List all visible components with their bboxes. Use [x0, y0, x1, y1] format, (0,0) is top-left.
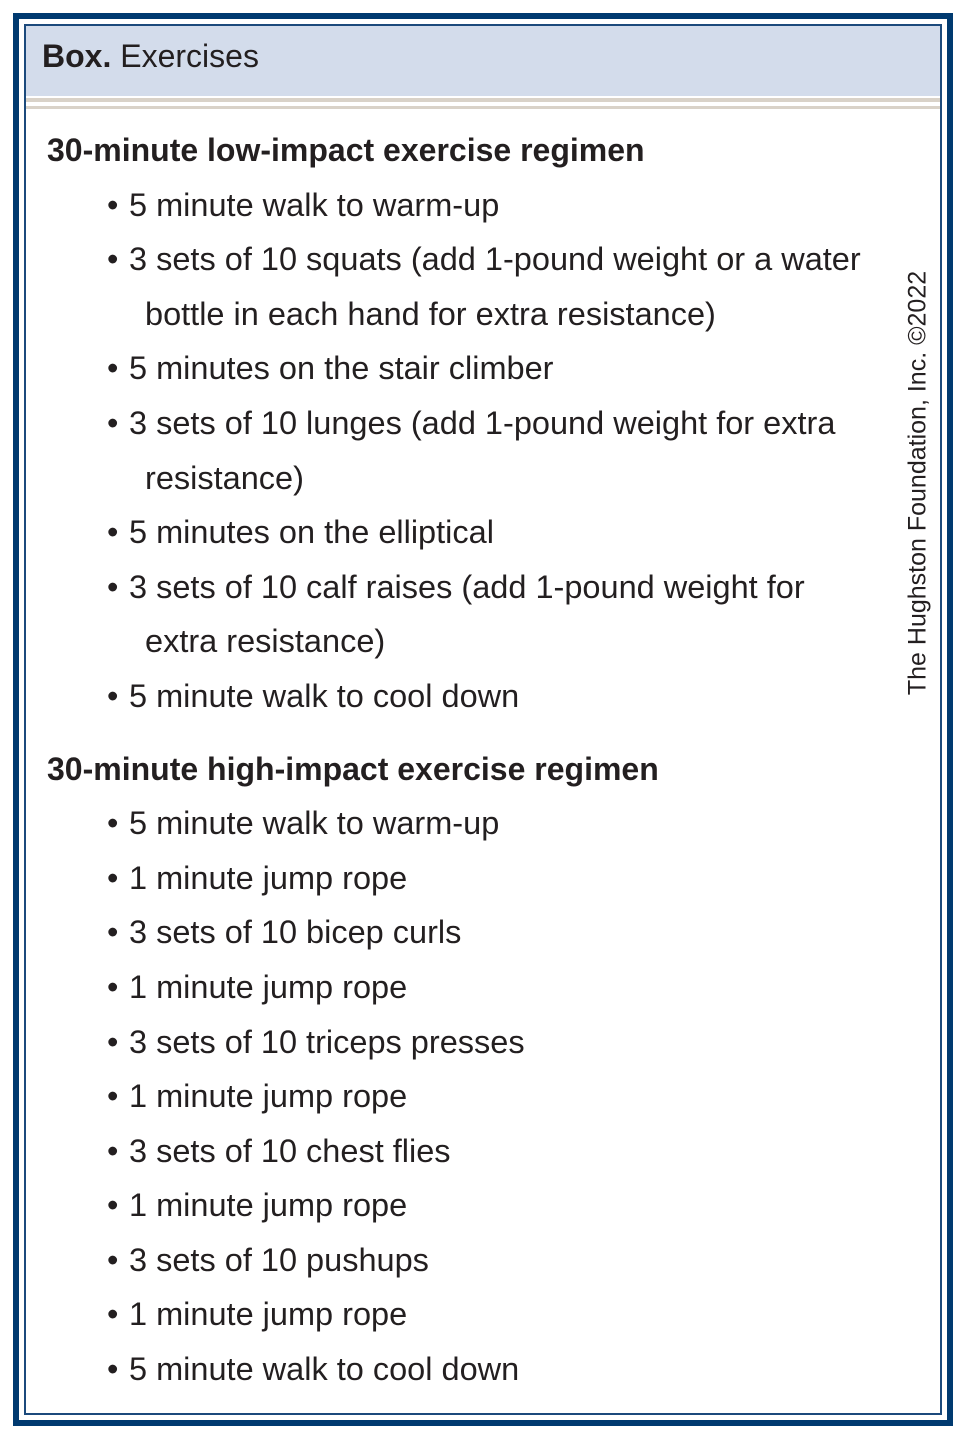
- item-text: 3 sets of 10 calf raises (add 1-pound weight for extra resistance): [129, 568, 805, 660]
- item-text: 5 minutes on the elliptical: [129, 514, 494, 551]
- bullet-icon: •: [107, 568, 119, 605]
- box-content: [47, 123, 877, 1397]
- bullet-icon: •: [107, 805, 119, 842]
- list-item: [107, 1287, 877, 1342]
- list-item: [107, 1342, 877, 1397]
- bullet-icon: •: [107, 404, 119, 441]
- bullet-icon: •: [107, 186, 119, 223]
- exercise-section: [47, 123, 877, 724]
- list-item: [107, 669, 877, 724]
- divider: [26, 98, 940, 102]
- list-item: [107, 396, 877, 505]
- item-text: 1 minute jump rope: [129, 1078, 408, 1115]
- bullet-icon: •: [107, 1023, 119, 1060]
- bullet-icon: •: [107, 914, 119, 951]
- item-text: 3 sets of 10 bicep curls: [129, 914, 462, 951]
- item-text: 5 minute walk to cool down: [129, 677, 520, 714]
- bullet-icon: •: [107, 677, 119, 714]
- item-text: 1 minute jump rope: [129, 968, 408, 1005]
- bullet-icon: •: [107, 968, 119, 1005]
- box-title: [42, 38, 259, 75]
- list-item: [107, 505, 877, 560]
- list-item: [107, 1178, 877, 1233]
- exercise-section: [47, 742, 877, 1397]
- list-item: [107, 341, 877, 396]
- copyright-notice: The Hughston Foundation, Inc. ©2022: [903, 270, 932, 696]
- item-text: 1 minute jump rope: [129, 1187, 408, 1224]
- list-item: [107, 851, 877, 906]
- exercise-box: [13, 13, 953, 1426]
- divider: [26, 106, 940, 109]
- bullet-icon: •: [107, 514, 119, 551]
- list-item: [107, 560, 877, 669]
- item-text: 3 sets of 10 squats (add 1-pound weight or a water bottle in each hand for extra resistance): [129, 241, 861, 332]
- exercise-list: [47, 796, 877, 1397]
- item-text: 1 minute jump rope: [129, 859, 408, 896]
- item-text: 3 sets of 10 pushups: [129, 1241, 429, 1278]
- item-text: 5 minute walk to cool down: [129, 1351, 520, 1388]
- item-text: 1 minute jump rope: [129, 1296, 408, 1333]
- exercise-list: [47, 178, 877, 724]
- bullet-icon: •: [107, 1078, 119, 1115]
- list-item: [107, 905, 877, 960]
- item-text: 3 sets of 10 chest flies: [129, 1132, 451, 1169]
- list-item: [107, 1069, 877, 1124]
- list-item: [107, 1233, 877, 1288]
- bullet-icon: •: [107, 1132, 119, 1169]
- bullet-icon: •: [107, 1351, 119, 1388]
- bullet-icon: •: [107, 1241, 119, 1278]
- list-item: [107, 1015, 877, 1070]
- box-title-text: Exercises: [120, 38, 259, 74]
- section-heading: 30-minute low-impact exercise regimen: [47, 132, 645, 168]
- list-item: [107, 1124, 877, 1179]
- box-header: [26, 26, 940, 96]
- box-label: Box.: [42, 38, 112, 74]
- list-item: [107, 796, 877, 851]
- list-item: [107, 178, 877, 233]
- bullet-icon: •: [107, 859, 119, 896]
- item-text: 3 sets of 10 lunges (add 1-pound weight for extra resistance): [129, 404, 836, 496]
- bullet-icon: •: [107, 1296, 119, 1333]
- item-text: 5 minute walk to warm-up: [129, 805, 500, 842]
- list-item: [107, 232, 877, 341]
- item-text: 5 minutes on the stair climber: [129, 350, 554, 387]
- item-text: 3 sets of 10 triceps presses: [129, 1023, 525, 1060]
- item-text: 5 minute walk to warm-up: [129, 186, 500, 223]
- inner-frame: [24, 24, 942, 1415]
- section-heading: 30-minute high-impact exercise regimen: [47, 750, 659, 787]
- bullet-icon: •: [107, 241, 119, 278]
- list-item: [107, 960, 877, 1015]
- bullet-icon: •: [107, 350, 119, 387]
- bullet-icon: •: [107, 1187, 119, 1224]
